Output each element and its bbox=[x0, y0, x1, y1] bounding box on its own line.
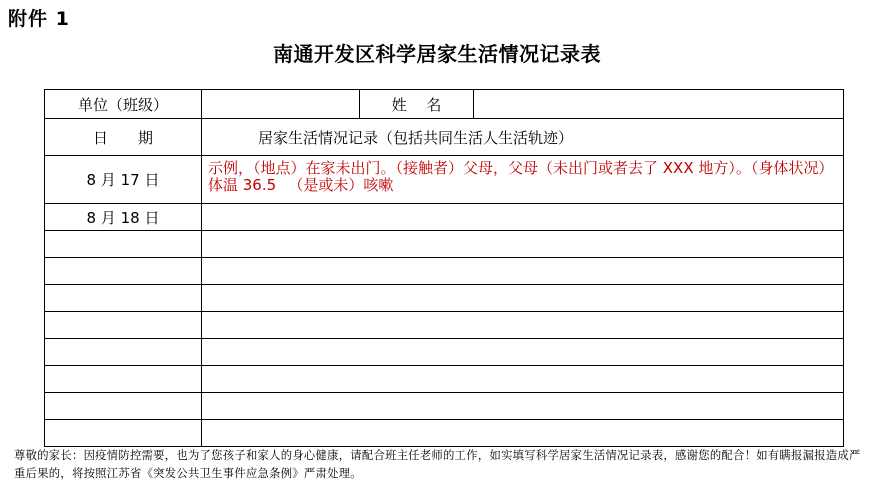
date-cell[interactable] bbox=[45, 339, 202, 366]
date-column-header: 日 期 bbox=[45, 119, 202, 156]
name-input-cell[interactable] bbox=[474, 90, 844, 119]
date-cell[interactable] bbox=[45, 285, 202, 312]
record-cell[interactable] bbox=[202, 339, 844, 366]
record-cell[interactable] bbox=[202, 393, 844, 420]
table-row bbox=[45, 231, 844, 258]
unit-label: 单位（班级） bbox=[45, 90, 202, 119]
header-row bbox=[45, 90, 844, 119]
table-row bbox=[45, 285, 844, 312]
date-cell[interactable] bbox=[45, 420, 202, 447]
column-header-row bbox=[45, 119, 844, 156]
record-cell[interactable]: 示例，（地点）在家未出门。（接触者）父母，父母（未出门或者去了 XXX 地方）。（身体状况）体温 36.5 （是或未）咳嗽 bbox=[202, 156, 844, 204]
table-row bbox=[45, 156, 844, 204]
record-table bbox=[44, 89, 844, 447]
unit-input-cell[interactable] bbox=[202, 90, 360, 119]
table-row bbox=[45, 420, 844, 447]
record-cell[interactable] bbox=[202, 231, 844, 258]
table-row bbox=[45, 366, 844, 393]
date-cell[interactable] bbox=[45, 393, 202, 420]
date-cell: 8 月 18 日 bbox=[45, 204, 202, 231]
table-row bbox=[45, 339, 844, 366]
table-row bbox=[45, 204, 844, 231]
record-cell[interactable] bbox=[202, 312, 844, 339]
date-cell: 8 月 17 日 bbox=[45, 156, 202, 204]
record-cell[interactable] bbox=[202, 204, 844, 231]
record-cell[interactable] bbox=[202, 366, 844, 393]
table-row bbox=[45, 393, 844, 420]
date-cell[interactable] bbox=[45, 366, 202, 393]
date-cell[interactable] bbox=[45, 258, 202, 285]
table-row bbox=[45, 258, 844, 285]
record-cell[interactable] bbox=[202, 285, 844, 312]
record-cell[interactable] bbox=[202, 420, 844, 447]
attachment-label: 附件 1 bbox=[8, 8, 70, 30]
date-cell[interactable] bbox=[45, 231, 202, 258]
date-cell[interactable] bbox=[45, 312, 202, 339]
name-label: 姓 名 bbox=[360, 90, 474, 119]
table-row bbox=[45, 312, 844, 339]
record-column-header: 居家生活情况记录（包括共同生活人生活轨迹） bbox=[202, 119, 844, 156]
form-title: 南通开发区科学居家生活情况记录表 bbox=[273, 42, 601, 66]
footer-note: 尊敬的家长：因疫情防控需要，也为了您孩子和家人的身心健康，请配合班主任老师的工作，如实填写科学居家生活情况记录表，感谢您的配合！如有瞒报漏报造成严重后果的，将按照江苏省《突发公共卫生事件应急条例》严肃处理。 bbox=[14, 449, 861, 480]
record-cell[interactable] bbox=[202, 258, 844, 285]
